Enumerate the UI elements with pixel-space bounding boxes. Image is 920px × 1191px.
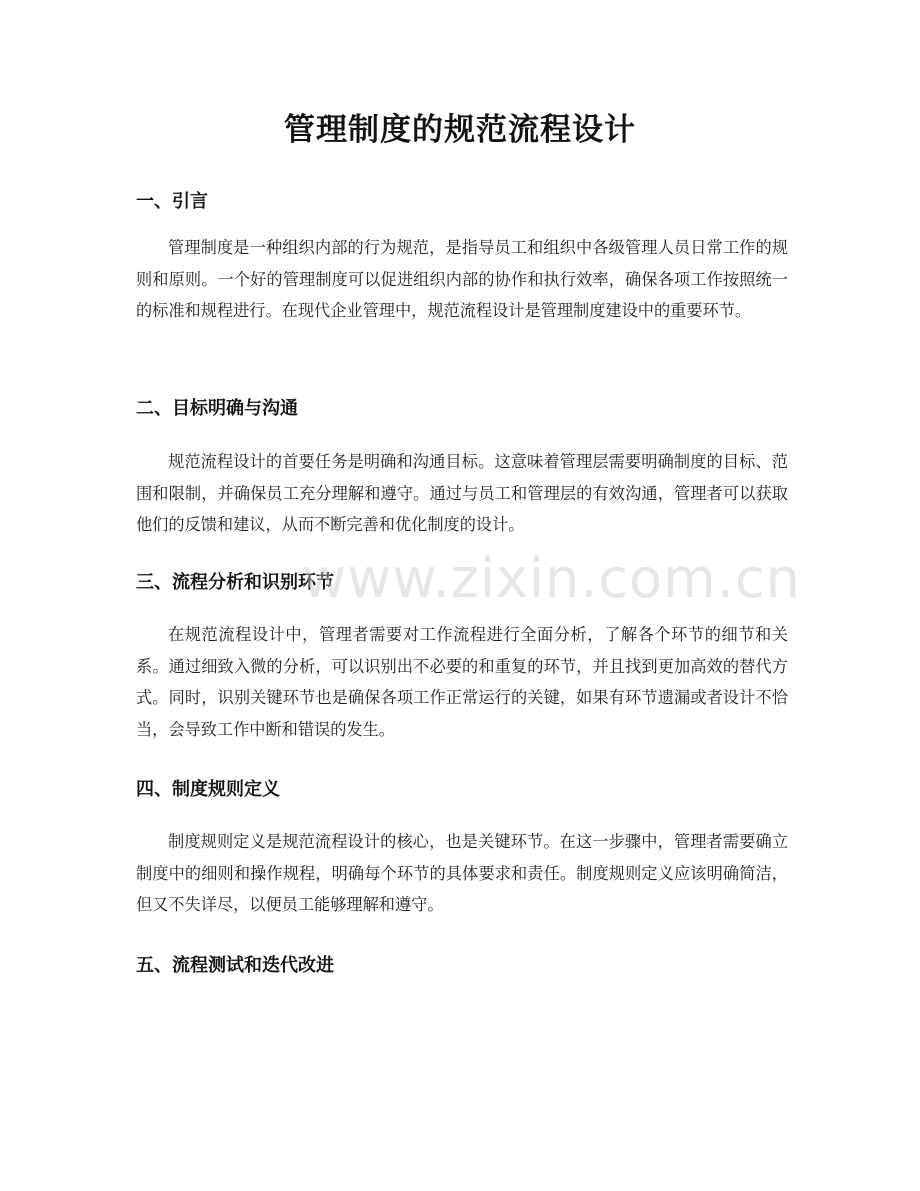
watermark-text: www.zixin.com.cn xyxy=(302,547,801,610)
section-paragraph-3: 在规范流程设计中，管理者需要对工作流程进行全面分析，了解各个环节的细节和关系。通过细致入微的分析，可以识别出不必要的和重复的环节，并且找到更加高效的替代方式。同时，识别关键环节也是确保各项工作正常运行的关键，如果有环节遗漏或者设计不恰当，会导致工作中断和错误的发生。 xyxy=(136,625,788,739)
section-paragraph-2: 规范流程设计的首要任务是明确和沟通目标。这意味着管理层需要明确制度的目标、范围和限制，并确保员工充分理解和遵守。通过与员工和管理层的有效沟通，管理者可以获取他们的反馈和建议，从而不断完善和优化制度的设计。 xyxy=(136,452,788,534)
section-heading-1: 一、引言 xyxy=(136,191,208,212)
section-paragraph-1: 管理制度是一种组织内部的行为规范，是指导员工和组织中各级管理人员日常工作的规则和原则。一个好的管理制度可以促进组织内部的协作和执行效率，确保各项工作按照统一的标准和规程进行。在现代企业管理中，规范流程设计是管理制度建设中的重要环节。 xyxy=(136,238,788,320)
document-title: 管理制度的规范流程设计 xyxy=(284,112,636,148)
section-heading-4: 四、制度规则定义 xyxy=(136,779,280,800)
section-heading-2: 二、目标明确与沟通 xyxy=(136,398,298,419)
section-heading-5: 五、流程测试和迭代改进 xyxy=(136,955,334,976)
section-heading-3: 三、流程分析和识别环节 xyxy=(136,572,334,593)
section-paragraph-4: 制度规则定义是规范流程设计的核心，也是关键环节。在这一步骤中，管理者需要确立制度中的细则和操作规程，明确每个环节的具体要求和责任。制度规则定义应该明确简洁，但又不失详尽，以便员工能够理解和遵守。 xyxy=(136,832,788,914)
